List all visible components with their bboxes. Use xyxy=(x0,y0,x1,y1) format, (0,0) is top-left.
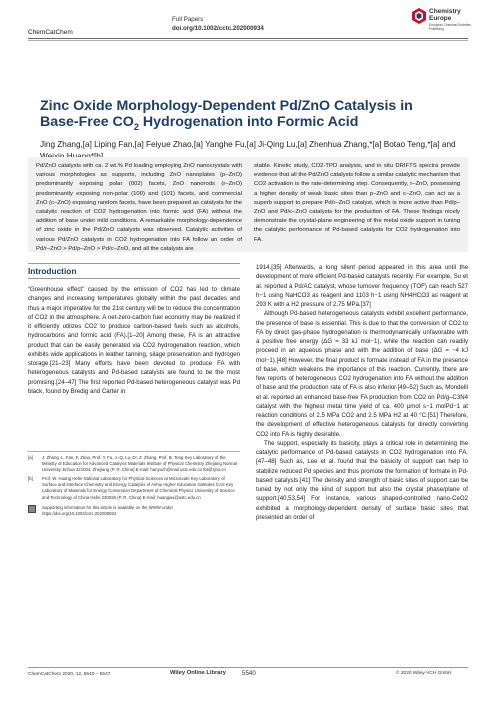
intro-right-column xyxy=(256,263,468,522)
paragraph: Although Pd-based heterogeneous catalysts exhibit excellent performance, the presence of base is essential. This is due to that the conversion of CO2 to FA by direct gas-phase hydrogenation is thermodynamically unfavorable with a positive free energy (ΔG = 33 kJ mol−1), while the reaction can readily proceed in an aqueous phase and with the addition of base (ΔG = −4 kJ mol−1).[48] However, the final product is formate instead of FA in the presence of base, which weakens the importance of this reaction. Currently, there are few reports of heterogeneous CO2 hydrogenation into FA without the addition of base and the production rate of FA is also inferior.[49–52] Such as, Mondelli et al. reported an enhanced base-free FA production from CO2 on Pd/g–C3N4 catalyst with the highest metal time yield of ca. 400 μmol s−1 molPd−1 at reaction conditions of 2.5 MPa CO2 and 2.5 MPa H2 at 40 °C.[51] Therefore, the development of effective heterogeneous catalysts for directly converting CO2 into FA is highly desirable. xyxy=(256,310,468,438)
footer-copyright: © 2020 Wiley-VCH GmbH xyxy=(396,671,452,676)
paragraph: The support, especially its basicity, plays a critical role in determining the catalytic performance of Pd-based catalysts in CO2 hydrogenation into FA.[47–48] Such as, Lee et al. found that the basicity of support can help to stabilize reduced Pd species and thus promote the formation of formate in Pd-based catalysts.[41] The density and strength of basic sites of support can be tuned by not only the kind of support but also the crystal phase/plane of support.[40,53,54] For instance, various shaped-controlled nano-CeO2 exhibited a morphology-dependent density of surface basic sites that presented an order of xyxy=(256,439,468,521)
paragraph: “Greenhouse effect” caused by the emission of CO2 has led to climate changes and increasing temperatures globally within the past decades and thus a major imperative for the 21st century will be to reduce the concentration of CO2 in the atmosphere. A net-zero-carbon fuel economy may be realized if it efficiently utilizes CO2 to produce carbon-based fuels such as alcohols, hydrocarbons and formic acid (FA).[1–20] Among these, FA is an attractive product that can be easily generated via CO2 hydrogenation reaction, which exhibits wide applications in leather tanning, silage preservation and hydrogen storage.[21–23] Many efforts have been devoted to produce FA with heterogeneous catalysts and Pd-based catalysts are found to be the most promising.[24–47] The first reported Pd-based heterogeneous catalyst was Pd black, found by Bredig and Carter in xyxy=(28,286,240,395)
journal-name: ChemCatChem xyxy=(28,29,73,36)
logo-wordmark: Chemistry Europe xyxy=(429,8,461,22)
abstract-right: stable. Kinetic study, CO2-TPD analysis, and in situ DRIFTS spectra provide evidence that all the Pd/ZnO catalysts follow a similar catalytic mechanism that CO2 activation is the rate-determining step. Consequently, r–ZnO, possessing a higher density of weak basic sites than p–ZnO and c–ZnO, can act as a superb support to prepare Pd/r–ZnO catalyst, which is more active than Pd/p–ZnO and Pd/c–ZnO catalysts for the production of FA. These findings nicely demonstrate the crystal-plane engineering of the metal oxide support in tuning the catalytic performance of Pd-based catalysts for CO2 hydrogenation into FA. xyxy=(254,163,460,243)
doi-link[interactable]: doi.org/10.1002/cctc.202000934 xyxy=(172,25,264,32)
header-rule-thin xyxy=(28,40,468,41)
abstract-box xyxy=(28,157,468,252)
section-rule xyxy=(28,278,240,279)
affiliation-b: [b] Prof. W. Huang Hefei National Laboratory for Physical Sciences at Microscale Key Laboratory of Surface and Interface Chemistry and Energy Catalysis of Anhui Higher Education Institutes CAS Key Laboratory of Materials for Energy Conversion Department of Chemical Physics University of Science and Technology of China Hefei 230026 (P. R. China) E-mail: huangwx@ustc.edu.cn xyxy=(28,476,235,500)
footer-citation: ChemCatChem 2020, 12, 5540 – 5547 xyxy=(28,672,111,677)
supporting-info-note[interactable]: Supporting information for this article is available on the WWW under https://doi.org/10.1002/cctc.202000934 xyxy=(28,505,240,517)
paragraph: 1914.[35] Afterwards, a long silent period appeared in this area until the development of more efficient Pd-based catalysts recently. For example, Su et al. reported a Pd/AC catalyst, whose turnover frequency (TOF) can reach 527 h−1 using NaHCO3 as reagent and 1103 h−1 using NH4HCO3 as reagent at 293 K with a H2 pressure of 2.75 MPa.[37] xyxy=(256,264,468,308)
intro-left-column xyxy=(28,285,240,396)
logo-tagline: European Chemical Societies Publishing xyxy=(429,23,471,31)
footer-rule xyxy=(28,667,468,668)
article-meta xyxy=(172,15,264,33)
publisher-logo xyxy=(412,5,482,35)
section-label: Full Papers xyxy=(172,16,204,23)
header-rule xyxy=(28,38,468,39)
page-number: 5540 xyxy=(242,670,256,677)
affiliations xyxy=(28,455,240,517)
author-list: Jing Zhang,[a] Liping Fan,[a] Feiyue Zhao,[a] Yanghe Fu,[a] Ji-Qing Lu,[a] Zhenhua Zhang,*[a] Botao Teng,*[a] and xyxy=(40,140,456,149)
abstract-left: Pd/ZnO catalysts with ca. 2 wt.% Pd loading employing ZnO nanocrystals with various morphologies as supports, including ZnO nanoplates (p–ZnO) predominantly exposing polar (002) facets, ZnO nanorods (r–ZnO) predominantly exposing non-polar (100) and (101) facets, and commercial ZnO (c–ZnO) exposing random facets, have been prepared as catalysts for the catalytic reaction of CO2 hydrogenation into formic acid (FA) without the addition of base under mild conditions. A remarkable morphology-dependence of zinc oxide in the Pd/ZnO catalysts was observed. Catalytic activities of various Pd/ZnO catalysts in CO2 hydrogenation into FA follow an order of Pd/r–ZnO > Pd/p–ZnO > Pd/c–ZnO, and all the catalysts are xyxy=(36,163,242,252)
supporting-info-icon xyxy=(28,505,36,513)
footer-library-link[interactable]: Wiley Online Library xyxy=(170,670,226,676)
chemistry-europe-logo-icon xyxy=(412,8,426,24)
section-rule xyxy=(28,263,240,264)
article-title: Zinc Oxide Morphology-Dependent Pd/ZnO Catalysis in Base-Free $CO_2$ Hydrogenation into Formic Acid xyxy=(40,98,413,132)
affiliation-a: [a] J. Zhang, L. Fan, F. Zhao, Prof. Y. Fu, J.-Q. Lu, Dr. Z. Zhang, Prof. B. Teng Key Laboratory of the Ministry of Education for Advanced Catalysis Materials Institute of Physical Chemistry Zhejiang Normal University Jinhua 321004, Zhejiang (P. R. China) E-mail: hanyuzh@mail.ustc.edu.cn tbt@zjnu.cn xyxy=(28,455,237,473)
section-heading-introduction: Introduction xyxy=(28,266,77,276)
footnote-rule xyxy=(28,451,240,452)
